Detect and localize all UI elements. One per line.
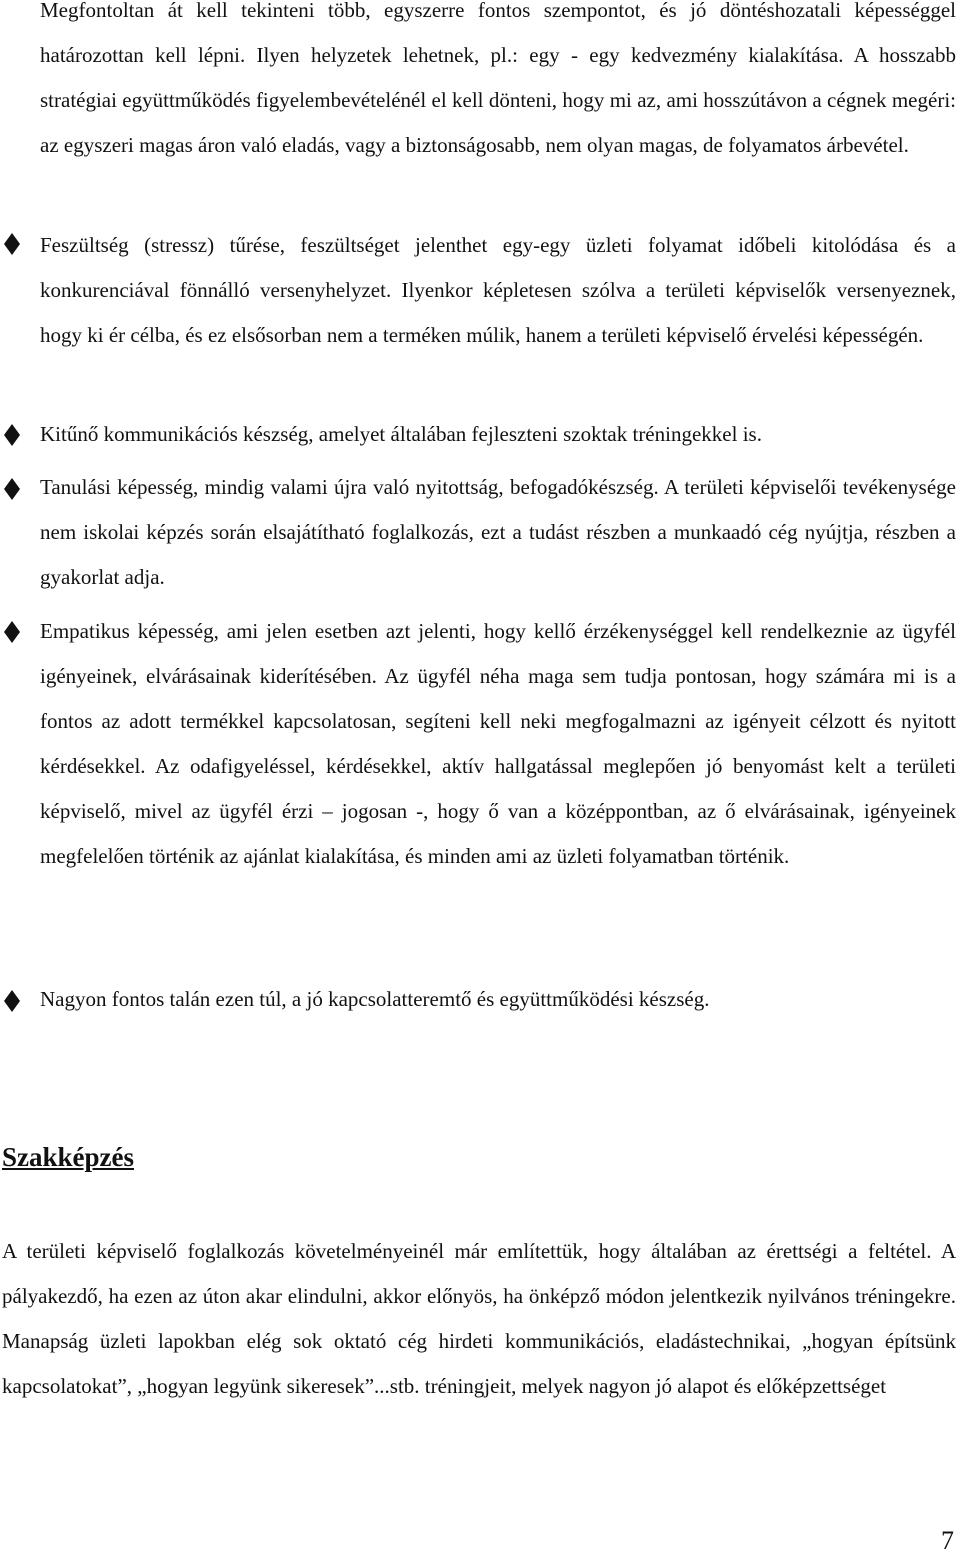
diamond-bullet-icon (2, 232, 22, 256)
bullet-item-communication: Kitűnő kommunikációs készség, amelyet általában fejleszteni szoktak tréningekkel is. (40, 422, 762, 446)
bullet-item-learning: Tanulási képesség, mindig valami újra való nyitottság, befogadókészség. A területi képviselői tevékenysége nem iskolai képzés során elsajátítható foglalkozás, ezt a tudást részben a munkaadó cég nyújtja, részben a gyakorlat adja. (40, 475, 956, 589)
section-paragraph: A területi képviselő foglalkozás követelményeinél már említettük, hogy általában az érettségi a feltétel. A pályakezdő, ha ezen az úton akar elindulni, akkor előnyös, ha önképző módon jelentkezik nyilvános tréningekre. Manapság üzleti lapokban elég sok oktató cég hirdeti kommunikációs, eladástechnikai, „hogyan építsünk kapcsolatokat”, „hogyan legyünk sikeresek”...stb. tréningjeit, melyek nagyon jó alapot és előképzettséget (2, 1239, 956, 1398)
page-number: 7 (941, 1526, 954, 1555)
bullet-item-relationship-building: Nagyon fontos talán ezen túl, a jó kapcsolatteremtő és együttműködési készség. (40, 987, 710, 1011)
diamond-bullet-icon (2, 620, 22, 644)
section-heading: Szakképzés (2, 1142, 135, 1172)
bullet-item-stress-tolerance: Feszültség (stressz) tűrése, feszültséget jelenthet egy-egy üzleti folyamat időbeli kitolódása és a konkurenciával fönnálló versenyhelyzet. Ilyenkor képletesen szólva a területi képviselők versenyeznek, hogy ki ér célba, és ez elsősorban nem a terméken múlik, hanem a területi képviselő érvelési képességén. (40, 233, 956, 347)
diamond-bullet-icon (2, 477, 22, 501)
bullet-item-empathy: Empatikus képesség, ami jelen esetben azt jelenti, hogy kellő érzékenységgel kell rendelkeznie az ügyfél igényeinek, elvárásainak kiderítésében. Az ügyfél néha maga sem tudja pontosan, hogy számára mi is a fontos az adott termékkel kapcsolatosan, segíteni kell neki megfogalmazni az igényeit célzott és nyitott kérdésekkel. Az odafigyeléssel, kérdésekkel, aktív hallgatással meglepően jó benyomást kelt a területi képviselő, mivel az ügyfél érzi – jogosan -, hogy ő van a középpontban, az ő elvárásainak, igényeinek megfelelően történik az ajánlat kialakítása, és minden ami az üzleti folyamatban történik. (40, 619, 956, 868)
diamond-bullet-icon (2, 423, 22, 447)
diamond-bullet-icon (2, 989, 22, 1013)
intro-paragraph: Megfontoltan át kell tekinteni több, egyszerre fontos szempontot, és jó döntéshozatali képességgel határozottan kell lépni. Ilyen helyzetek lehetnek, pl.: egy - egy kedvezmény kialakítása. A hosszabb stratégiai együttműködés figyelembevételénél el kell dönteni, hogy mi az, ami hosszútávon a cégnek megéri: az egyszeri magas áron való eladás, vagy a biztonságosabb, nem olyan magas, de folyamatos árbevétel. (40, 0, 956, 157)
